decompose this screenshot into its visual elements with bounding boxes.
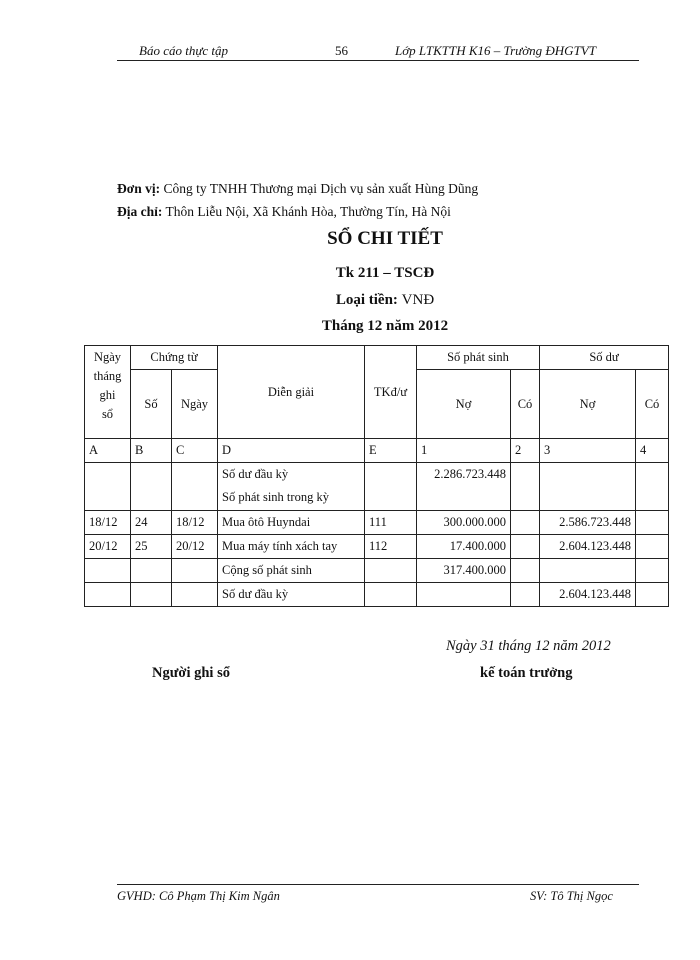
row-debit: 300.000.000 bbox=[417, 511, 511, 535]
row-contra-account: 111 bbox=[365, 511, 417, 535]
total-debit: 317.400.000 bbox=[417, 559, 511, 583]
row-contra-account: 112 bbox=[365, 535, 417, 559]
closing-debit: 2.604.123.448 bbox=[540, 583, 636, 607]
code-cell: 3 bbox=[540, 439, 636, 463]
unit-value: Công ty TNHH Thương mại Dịch vụ sản xuất Hùng Dũng bbox=[163, 181, 479, 196]
row-voucher-no: 25 bbox=[131, 535, 172, 559]
header-class-info: Lớp LTKTTH K16 – Trường ĐHGTVT bbox=[395, 43, 596, 58]
opening-label: Số dư đầu kỳ bbox=[222, 467, 289, 481]
account-title: Tk 211 – TSCĐ bbox=[335, 265, 435, 281]
address-line bbox=[117, 204, 451, 220]
header-date bbox=[85, 346, 131, 439]
page-footer bbox=[117, 884, 639, 903]
table-row bbox=[85, 511, 669, 535]
header-report-title: Báo cáo thực tập bbox=[139, 43, 229, 58]
header-voucher-no: Số bbox=[131, 370, 172, 439]
table-row bbox=[85, 535, 669, 559]
currency-label: Loại tiền: bbox=[335, 292, 398, 308]
header-arising: Số phát sinh bbox=[417, 346, 540, 370]
arising-label: Số phát sinh trong kỳ bbox=[222, 490, 329, 504]
code-row bbox=[85, 439, 669, 463]
total-label: Cộng số phát sinh bbox=[218, 559, 365, 583]
unit-label: Đơn vị: bbox=[117, 181, 161, 196]
row-description: Mua ôtô Huyndai bbox=[218, 511, 365, 535]
opening-row bbox=[85, 463, 669, 511]
header-date-line1: Ngày bbox=[93, 350, 122, 364]
code-cell: 4 bbox=[636, 439, 669, 463]
row-balance-debit: 2.586.723.448 bbox=[540, 511, 636, 535]
signature-date: Ngày 31 tháng 12 năm 2012 bbox=[446, 638, 611, 654]
code-cell: A bbox=[85, 439, 131, 463]
code-cell: D bbox=[218, 439, 365, 463]
header-voucher: Chứng từ bbox=[131, 346, 218, 370]
footer-student: SV: Tô Thị Ngọc bbox=[530, 889, 613, 903]
closing-label: Số dư đầu kỳ bbox=[218, 583, 365, 607]
header-arising-credit: Có bbox=[511, 370, 540, 439]
row-voucher-date: 20/12 bbox=[172, 535, 218, 559]
address-value: Thôn Liễu Nội, Xã Khánh Hòa, Thường Tín, Hà Nội bbox=[165, 204, 451, 219]
header-balance: Số dư bbox=[540, 346, 669, 370]
address-label: Địa chỉ: bbox=[117, 204, 163, 219]
header-date-line3: ghi bbox=[99, 388, 116, 402]
code-cell: E bbox=[365, 439, 417, 463]
ledger-table bbox=[84, 345, 669, 607]
opening-desc bbox=[218, 463, 365, 511]
row-voucher-date: 18/12 bbox=[172, 511, 218, 535]
page-header bbox=[117, 38, 639, 61]
row-credit bbox=[511, 511, 540, 535]
row-date: 18/12 bbox=[85, 511, 131, 535]
header-date-line2: tháng bbox=[93, 369, 122, 383]
opening-debit: 2.286.723.448 bbox=[417, 463, 511, 511]
header-balance-credit: Có bbox=[636, 370, 669, 439]
unit-line bbox=[117, 181, 478, 197]
row-balance-debit: 2.604.123.448 bbox=[540, 535, 636, 559]
closing-row bbox=[85, 583, 669, 607]
signature-bookkeeper: Người ghi sổ bbox=[152, 665, 230, 681]
row-balance-credit bbox=[636, 535, 669, 559]
row-balance-credit bbox=[636, 511, 669, 535]
signature-chief-accountant: kế toán trưởng bbox=[480, 665, 573, 681]
table-header-row-1 bbox=[85, 346, 669, 370]
header-contra-account: TKđ/ư bbox=[365, 346, 417, 439]
period-title: Tháng 12 năm 2012 bbox=[321, 318, 449, 334]
code-cell: 2 bbox=[511, 439, 540, 463]
header-date-line4: sổ bbox=[101, 407, 114, 421]
row-description: Mua máy tính xách tay bbox=[218, 535, 365, 559]
header-balance-debit: Nợ bbox=[540, 370, 636, 439]
header-page-number: 56 bbox=[335, 43, 348, 58]
currency-line bbox=[0, 292, 700, 309]
total-row bbox=[85, 559, 669, 583]
header-arising-debit: Nợ bbox=[417, 370, 511, 439]
currency-value: VNĐ bbox=[401, 292, 435, 308]
code-cell: C bbox=[172, 439, 218, 463]
header-voucher-date: Ngày bbox=[172, 370, 218, 439]
code-cell: B bbox=[131, 439, 172, 463]
row-date: 20/12 bbox=[85, 535, 131, 559]
row-credit bbox=[511, 535, 540, 559]
row-voucher-no: 24 bbox=[131, 511, 172, 535]
header-description: Diễn giải bbox=[218, 346, 365, 439]
document-title: SỔ CHI TIẾT bbox=[327, 228, 443, 249]
code-cell: 1 bbox=[417, 439, 511, 463]
row-debit: 17.400.000 bbox=[417, 535, 511, 559]
footer-instructor: GVHD: Cô Phạm Thị Kim Ngân bbox=[117, 889, 280, 903]
